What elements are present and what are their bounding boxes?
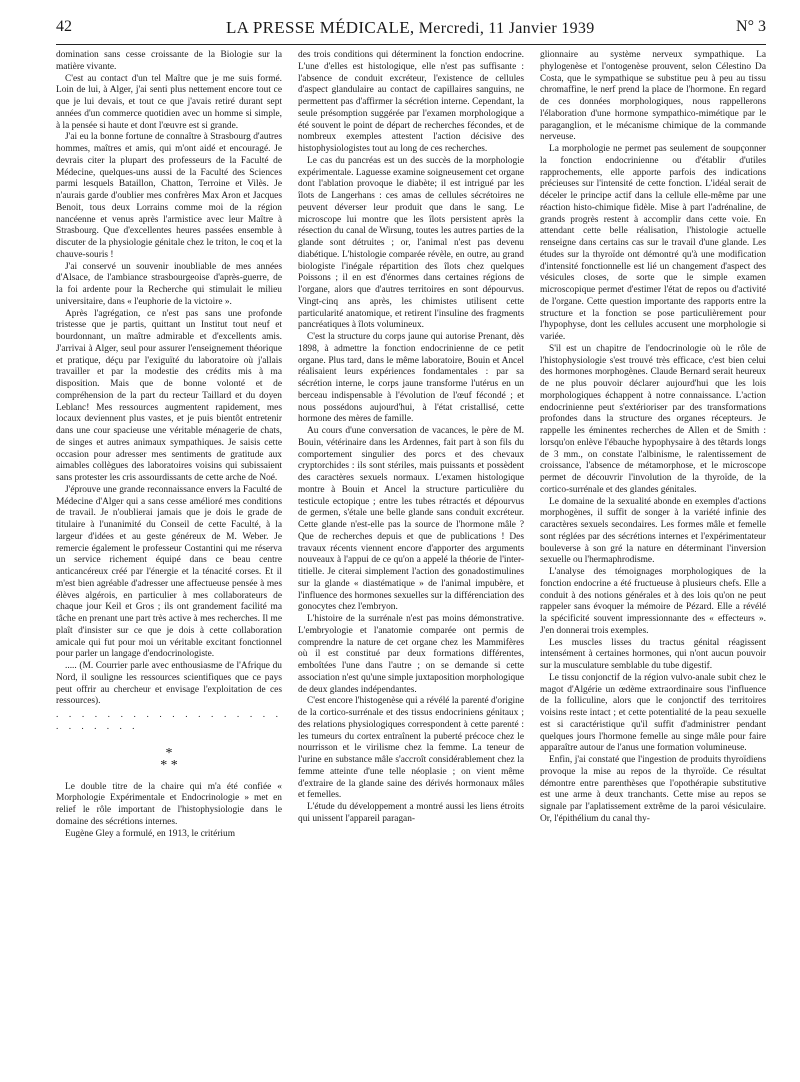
journal-title: LA PRESSE MÉDICALE,	[226, 18, 415, 37]
asterism-separator: * * *	[160, 745, 178, 773]
running-title	[226, 18, 595, 38]
paragraph: La morphologie ne permet pas seulement de soupçonner la fonction endocrinienne ou d'établir d'utiles rapprochements, elle apporte parfois des indications précieuses sur l'intensité de cette fonction. L'idéal serait de déceler le principe actif dans la cellule elle-même par une réaction histo-chimique fidèle. Mise à part l'adrénaline, de grands progrès restent à accomplir dans cette voie. En attendant cette belle réalisation, l'histologie actuelle renseigne dans certains cas sur le travail d'une glande. Les études sur la thyroïde ont démontré qu'à une modification d'intensité fonctionnelle est lié un changement d'aspect des vésicules closes, de sorte que le simple examen microscopique permet d'estimer l'état de repos ou d'activité de l'organe. Cette question importante des rapports entre la structure et la fonction se pose particulièrement pour l'hypophyse, dont les cellules accusent une morphologie si variée.	[540, 144, 766, 342]
text-columns	[56, 50, 766, 1075]
issue-date: Mercredi, 11 Janvier 1939	[418, 20, 595, 37]
paragraph: domination sans cesse croissante de la Biologie sur la matière vivante.	[56, 50, 282, 72]
paragraph: S'il est un chapitre de l'endocrinologie où le rôle de l'histophysiologie s'est trouvé très efficace, c'est bien celui des hormones morphogènes. Claude Bernard serait heureux de ne plus pouvoir déclarer aujourd'hui que les lois morphologiques échappent à notre connaissance. L'action endocrinienne peut s'extérioriser par des transformations profondes dans la structure des organes récepteurs. Je rappelle les éminentes recherches de Allen et de Smith : lorsqu'on enlève l'ébauche hypophysaire à des têtards longs de 3 mm., on constate l'albinisme, le ralentissement de croissance, l'absence de métamorphose, et le microscope permet de découvrir l'involution de la thyroïde, de la cortico-surrénale et des glandes génitales.	[540, 343, 766, 495]
paragraph: Le double titre de la chaire qui m'a été confiée « Morphologie Expérimentale et Endocrinologie » met en relief le rôle important de l'histophysiologie dans le domaine des sécrétions internes.	[56, 781, 282, 827]
ellipsis-line: . . . . . . . . . . . . . . . . . . . . . . . . .	[56, 710, 282, 732]
paragraph: Eugène Gley a formulé, en 1913, le critérium	[65, 828, 235, 839]
paragraph: Enfin, j'ai constaté que l'ingestion de produits thyroïdiens provoque la mise au repos de la thyroïde. Ce résultat démontre entre parenthèses que l'opothérapie substitutive est une arme à deux tranchants. Cette mise au repos se signale par l'aplatissement extrême de la paroi vésiculaire. Or, l'épithélium du canal thy-	[540, 755, 766, 824]
paragraph: J'ai eu la bonne fortune de connaître à Strasbourg d'autres hommes, maîtres et amis, qui m'ont aidé et encouragé. Je devrais citer la plupart des professeurs de la Faculté de Médecine, quelques-uns aussi de la Faculté des Sciences parmi lesquels Bataillon, Chatton, Terroine et Vilès. Je n'aurais garde d'oublier mes confrères Max Aron et Jacques Benoit, tous deux Lorrains comme moi de la région nancéenne et venus après l'armistice avec leur Maître à Strasbourg. Que d'excellentes heures passées ensemble à discuter de la physiologie génitale chez le triton, le coq et la chauve-souris !	[56, 132, 282, 260]
paragraph: Après l'agrégation, ce n'est pas sans une profonde tristesse que je partis, quittant un Institut tout neuf et bourdonnant, un maître admirable et d'excellents amis. J'arrivai à Alger, seul pour assurer l'enseignement théorique et pratique, déçu par l'exiguïté du laboratoire où j'allais travailler et par la modestie des crédits mis à ma disposition. Mais que de bonne volonté et de compréhension de la part du recteur Taillard et du doyen Leblanc! Mes ressources augmentent rapidement, mes locaux deviennent plus vastes, et je puis bientôt entretenir dans une cour spacieuse une véritable ménagerie de chats, de singes et autres animaux sympathiques. Je saisis cette occasion pour adresser mes sentiments de gratitude aux aimables collègues des laboratoires voisins qui subissaient sans protester les cris assourdissants de cette arche de Noé.	[56, 308, 282, 483]
paragraph: Le cas du pancréas est un des succès de la morphologie expérimentale. Laguesse examine soigneusement cet organe dont l'ablation provoque le diabète; il est intrigué par les îlots de Langerhans : ces amas de cellules sécrétoires ne peuvent déverser leur produit que dans le sang. Le microscope lui montre que les îlots persistent après la résection du canal de Wirsung, toutes les autres parties de la glande sont détruites ; or, l'animal n'est pas devenu diabétique. L'histologie comparée révèle, en outre, au grand biologiste l'inégale répartition des îlots chez quelques Poissons ; il en est d'énormes dans certaines régions de l'organe, alors que d'autres territoires en sont dépourvus. Vingt-cinq ans après, les chimistes utilisent cette particularité anatomique, et retirent l'insuline des fragments pancréatiques à îlots volumineux.	[298, 155, 524, 331]
paragraph: Le tissu conjonctif de la région vulvo-anale subit chez le magot d'Algérie un œdème extraordinaire sous l'influence de la folliculine, alors que le conjonctif des territoires voisins reste intact ; et cette potentialité de la peau sexuelle est si caractéristique qu'il suffit d'administrer pendant quelques jours l'hormone femelle au singe mâle pour faire apparaître autour de l'anus une formation volumineuse.	[540, 672, 766, 754]
paragraph: ..... (M. Courrier parle avec enthousiasme de l'Afrique du Nord, il souligne les ressources scientifiques que ce pays peut offrir au chercheur et envisage l'exploitation de ces ressources).	[56, 661, 282, 707]
paragraph: des trois conditions qui déterminent la fonction endocrine. L'une d'elles est histologique, elle n'est pas suffisante : l'absence de conduit excréteur, l'existence de cellules d'aspect glandulaire au contact de capillaires sanguins, ne permettent pas d'affirmer la sécrétion interne. Cependant, la seule présomption suggérée par l'examen morphologique a été souvent le point de départ de recherches fécondes, et de nombreux exemples attestent l'action décisive des histophysiologistes tout au long de ces recherches.	[298, 50, 524, 154]
paragraph: C'est encore l'histogenèse qui a révélé la parenté d'origine de la cortico-surrénale et des tissus endocriniens génitaux ; des relations physiologiques correspondent à cette parenté : les tumeurs du cortex entraînent la puberté précoce chez le nourrisson et le virilisme chez la femme. La teneur de l'urine en substance mâle s'accroît considérablement chez la femme atteinte d'une telle néoplasie ; on vient même d'extraire de la glande saine des dérivés hormonaux mâles et femelles.	[298, 696, 524, 801]
paragraph: J'ai conservé un souvenir inoubliable de mes années d'Alsace, de l'ambiance strasbourgeoise d'après-guerre, de la foi ardente pour la Recherche qui stimulait le milieu universitaire, dans « l'euphorie de la victoire ».	[56, 261, 282, 307]
column-1	[56, 50, 282, 1075]
paragraph: glionnaire au système nerveux sympathique. La phylogenèse et l'ontogenèse prouvent, selon Célestino Da Costa, que le sympathique se substitue peu à peu au tissu chromaffine, le nerf prend la place de l'hormone. En regard de ces données morphologiques, nous rappellerons l'élaboration d'une hormone sympathico-mimétique par le paraganglion, et le mécanisme chimique de la commande nerveuse.	[540, 50, 766, 143]
column-2	[298, 50, 524, 1075]
paragraph: Les muscles lisses du tractus génital réagissent intensément à certaines hormones, qui n'ont aucun pouvoir sur la musculature semblable du tube digestif.	[540, 637, 766, 671]
paragraph: L'analyse des témoignages morphologiques de la fonction endocrine a été fructueuse à plusieurs chefs. Elle a conduit à des notions générales et à des lois qu'on ne peut rappeler sans évoquer la mémoire de Pézard. Elle a révélé la spécificité souvent impressionnante des « effecteurs ». J'en donnerai trois exemples.	[540, 567, 766, 636]
paragraph: L'étude du développement a montré aussi les liens étroits qui unissent l'appareil paragan-	[298, 802, 524, 824]
paragraph: J'éprouve une grande reconnaissance envers la Faculté de Médecine d'Alger qui a sans cesse amélioré mes conditions de travail. Je n'oublierai jamais que je dois le grade de titulaire à l'unanimité du Conseil de cette Faculté, à la largeur d'idées et au geste généreux de M. Weber. Je remercie également le professeur Costantini qui me réserva un service richement équipé dans ce beau centre anticancéreux créé par l'énergie et la ténacité corses. Et il m'est bien agréable d'adresser une affectueuse pensée à mes élèves algérois, en particulier à mes collaborateurs de chaque jour Keil et Gros ; ils ont grandement facilité ma tâche en prenant une part très active à mes recherches. Il me plaît d'insister sur ce que je dois à cette collaboration amicale qui fut pour moi un véritable excitant fonctionnel pour parler un langage d'endocrinologiste.	[56, 484, 282, 660]
issue-number: N° 3	[736, 18, 766, 35]
paragraph: C'est la structure du corps jaune qui autorise Prenant, dès 1898, à admettre la fonction endocrinienne de ce petit organe. Plus tard, dans le même laboratoire, Bouin et Ancel réalisaient leurs expériences fondamentales : par sa sécrétion interne, le corps jaune transforme l'utérus en un berceau indispensable à l'évolution de l'œuf fécondé ; et nous possédons aujourd'hui, à l'état cristallisé, cette hormone des mères de famille.	[298, 332, 524, 425]
paragraph: Le domaine de la sexualité abonde en exemples d'actions morphogènes, il suffit de songer à la variété infinie des caractères sexuels secondaires. Les formes mâle et femelle sont réglées par des sécrétions internes et l'expérimentateur bouleverse à son gré la nature en déterminant l'inversion sexuelle ou l'hermaphrodisme.	[540, 496, 766, 566]
paragraph: L'histoire de la surrénale n'est pas moins démonstrative. L'embryologie et l'anatomie comparée ont permis de comprendre la nature de cet organe chez les Mammifères où il est constitué par deux formations différentes, emboîtées l'une dans l'autre ; on se demande si cette association n'est qu'une simple juxtaposition morphologique de deux glandes indépendantes.	[298, 614, 524, 695]
paragraph: C'est au contact d'un tel Maître que je me suis formé. Loin de lui, à Alger, j'ai senti plus nettement encore tout ce que je lui devais, et tout ce que j'avais retiré durant sept années d'un commerce quotidien avec un homme si simple, à la pensée si haute et dont l'œuvre est si grande.	[56, 73, 282, 131]
header-rule	[56, 44, 766, 45]
column-3	[540, 50, 766, 1075]
page-header	[56, 18, 766, 40]
page-number: 42	[56, 18, 72, 35]
paragraph: Au cours d'une conversation de vacances, le père de M. Bouin, vétérinaire dans les Ardennes, fait part à son fils du comportement singulier des porcs et des chevaux cryptorchides : ils sont stériles, mais puissants et possèdent des caractères sexuels normaux. L'examen histologique montre à Bouin et Ancel la structure particulière du testicule ectopique ; entre les tubes rétractés et dépourvus de germen, s'étale une belle glande sans conduit excréteur. Cette glande n'est-elle pas la source de l'hormone mâle ? Que de recherches depuis et que de publications ! Des travaux récents viennent encore d'apporter des arguments nouveaux à l'appui de ce qu'on a appelé la théorie de l'inter-titielle. Je citerai simplement l'action des gonadostimulines sur la glande « diastématique » de l'animal impubère, et l'influence des hormones sexuelles sur la différenciation des gonocytes chez l'embryon.	[298, 426, 524, 613]
